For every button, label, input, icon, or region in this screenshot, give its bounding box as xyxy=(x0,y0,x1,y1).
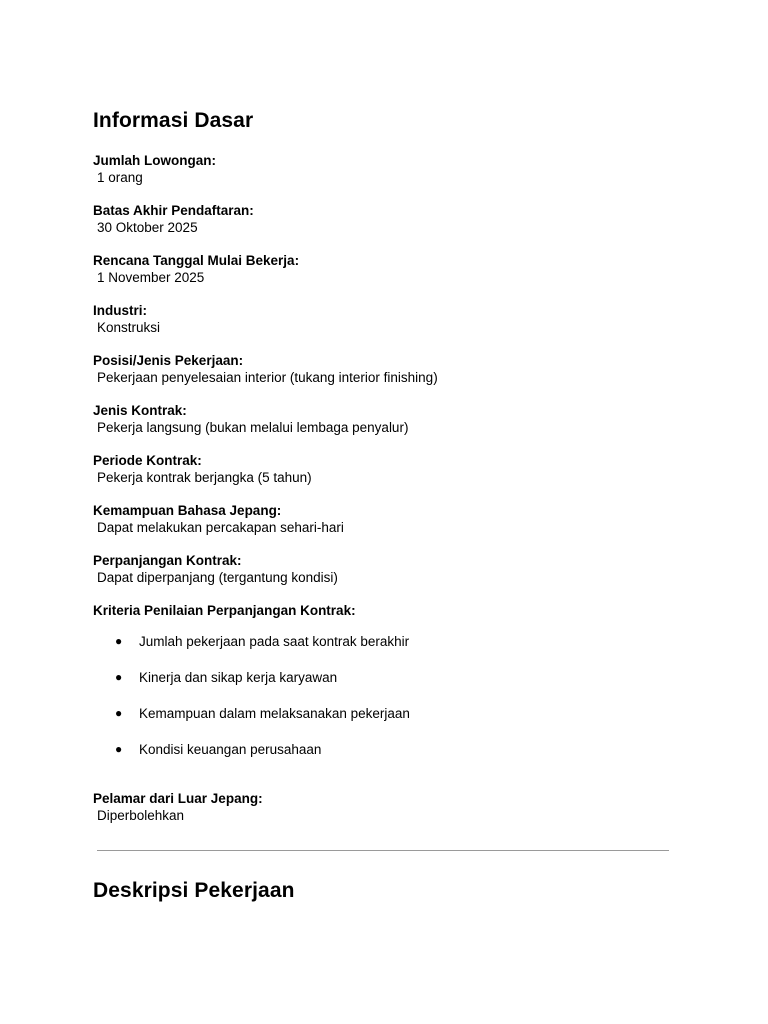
field-value: 1 orang xyxy=(97,170,143,185)
list-item-text: Kondisi keuangan perusahaan xyxy=(139,742,322,757)
field-value: 30 Oktober 2025 xyxy=(97,220,198,235)
list-item-text: Kinerja dan sikap kerja karyawan xyxy=(139,670,338,685)
field-label: Jumlah Lowongan: xyxy=(93,153,216,168)
field-kriteria-penilaian xyxy=(93,602,673,758)
field-label: Rencana Tanggal Mulai Bekerja: xyxy=(93,253,300,268)
list-item-text: Jumlah pekerjaan pada saat kontrak berakhir xyxy=(139,634,410,649)
field-label: Batas Akhir Pendaftaran: xyxy=(93,203,254,218)
field-label: Pelamar dari Luar Jepang: xyxy=(93,791,263,806)
field-jumlah-lowongan xyxy=(93,152,673,186)
field-label: Jenis Kontrak: xyxy=(93,403,187,418)
list-item xyxy=(93,633,673,650)
field-label: Industri: xyxy=(93,303,147,318)
list-item xyxy=(93,741,673,758)
field-industri xyxy=(93,302,673,336)
bullet-icon: ● xyxy=(115,706,123,720)
basic-info-fields xyxy=(93,152,673,824)
field-value: Dapat diperpanjang (tergantung kondisi) xyxy=(97,570,338,585)
field-value: Pekerjaan penyelesaian interior (tukang interior finishing) xyxy=(97,370,438,385)
field-jenis-kontrak xyxy=(93,402,673,436)
field-value: Pekerja langsung (bukan melalui lembaga penyalur) xyxy=(97,420,409,435)
bullet-icon: ● xyxy=(115,742,123,756)
document-body xyxy=(93,108,673,840)
field-value: 1 November 2025 xyxy=(97,270,205,285)
field-periode-kontrak xyxy=(93,452,673,486)
field-batas-akhir-pendaftaran xyxy=(93,202,673,236)
criteria-list xyxy=(93,633,673,758)
section-title-informasi-dasar: Informasi Dasar xyxy=(93,109,254,132)
section-divider xyxy=(97,850,669,851)
list-item-text: Kemampuan dalam melaksanakan pekerjaan xyxy=(139,706,410,721)
field-posisi-jenis-pekerjaan xyxy=(93,352,673,386)
field-label: Posisi/Jenis Pekerjaan: xyxy=(93,353,244,368)
bullet-icon: ● xyxy=(115,670,123,684)
field-value: Konstruksi xyxy=(97,320,161,335)
list-item xyxy=(93,669,673,686)
section-title-deskripsi-pekerjaan: Deskripsi Pekerjaan xyxy=(93,879,295,902)
field-rencana-tanggal-mulai xyxy=(93,252,673,286)
field-label: Periode Kontrak: xyxy=(93,453,202,468)
field-pelamar-luar-jepang xyxy=(93,790,673,824)
criteria-label: Kriteria Penilaian Perpanjangan Kontrak: xyxy=(93,603,356,618)
field-kemampuan-bahasa-jepang xyxy=(93,502,673,536)
field-perpanjangan-kontrak xyxy=(93,552,673,586)
field-value: Diperbolehkan xyxy=(97,808,185,823)
field-label: Perpanjangan Kontrak: xyxy=(93,553,242,568)
list-item xyxy=(93,705,673,722)
field-value: Pekerja kontrak berjangka (5 tahun) xyxy=(97,470,312,485)
field-label: Kemampuan Bahasa Jepang: xyxy=(93,503,282,518)
field-value: Dapat melakukan percakapan sehari-hari xyxy=(97,520,344,535)
bullet-icon: ● xyxy=(115,634,123,648)
